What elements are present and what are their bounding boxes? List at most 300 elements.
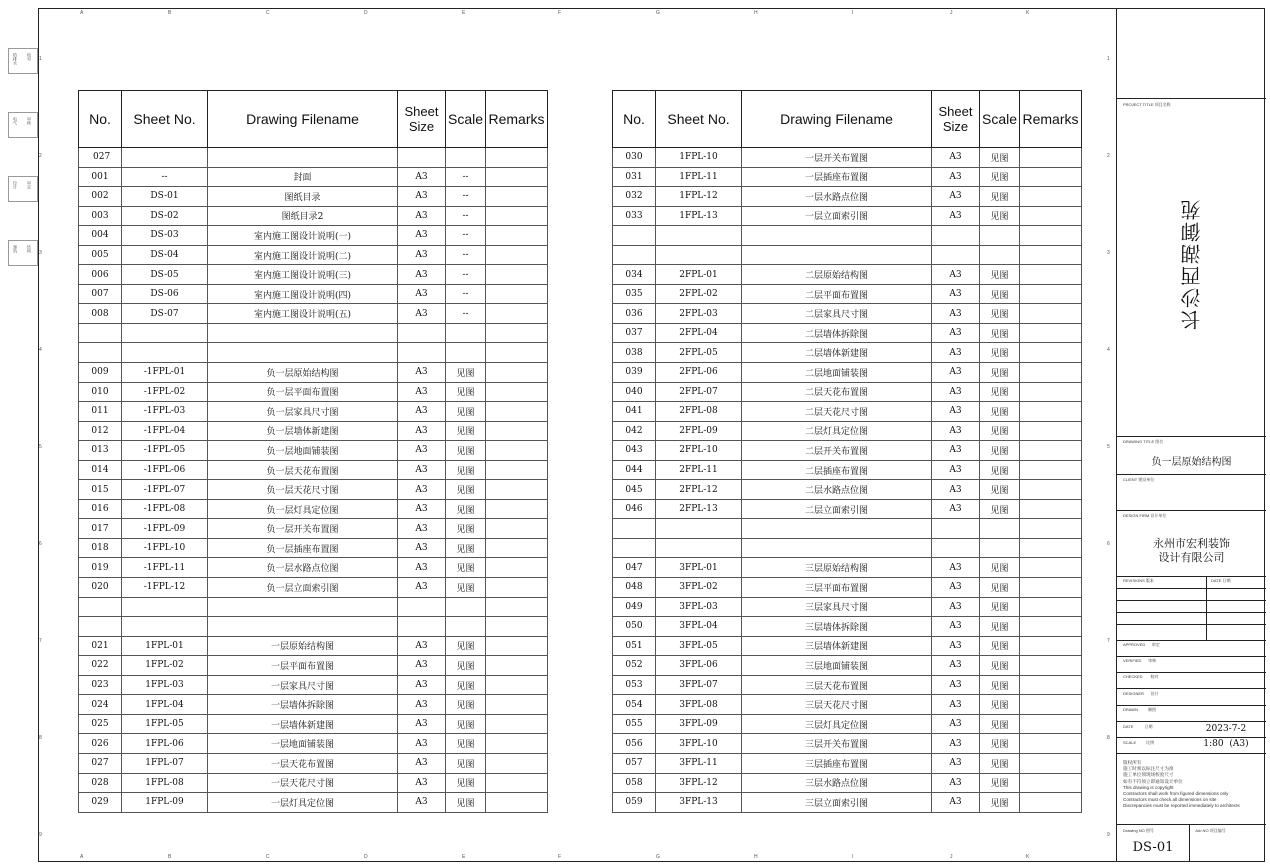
- cell-remarks: [486, 773, 548, 793]
- table-row: [79, 753, 548, 773]
- cell-sheet-size: A3: [398, 187, 446, 207]
- cell-no: [79, 323, 122, 343]
- cell-remarks: [486, 656, 548, 676]
- col-header-remarks: Remarks: [1020, 91, 1082, 148]
- cell-sheet-no: [122, 148, 208, 168]
- cell-filename: 负一层立面索引图: [208, 578, 398, 598]
- cell-sheet-no: 3FPL-01: [656, 558, 742, 578]
- tb-divider: [1117, 688, 1266, 689]
- cell-sheet-size: A3: [398, 382, 446, 402]
- cell-sheet-size: A3: [932, 636, 980, 656]
- cell-scale: 见图: [446, 578, 486, 598]
- tb-divider: [1117, 576, 1266, 577]
- table-row: [79, 793, 548, 813]
- cell-remarks: [1020, 343, 1082, 363]
- cell-filename: [208, 343, 398, 363]
- cell-remarks: [486, 480, 548, 500]
- table-row: [613, 382, 1082, 402]
- cell-no: 001: [79, 167, 122, 187]
- table-row: [79, 714, 548, 734]
- cell-sheet-no: 2FPL-10: [656, 441, 742, 461]
- grid-row-label: 8: [1107, 735, 1110, 741]
- cell-scale: 见图: [446, 402, 486, 422]
- cell-filename: 三层灯具定位图: [742, 714, 932, 734]
- cell-scale: 见图: [980, 499, 1020, 519]
- note-line: This drawing is copyright: [1123, 784, 1174, 790]
- cell-remarks: [486, 558, 548, 578]
- cell-sheet-size: A3: [932, 558, 980, 578]
- cell-sheet-no: 2FPL-09: [656, 421, 742, 441]
- cell-sheet-no: 2FPL-07: [656, 382, 742, 402]
- cell-filename: 负一层原始结构图: [208, 363, 398, 383]
- cell-sheet-no: -1FPL-07: [122, 480, 208, 500]
- table-row: [79, 226, 548, 246]
- cell-filename: 封面: [208, 167, 398, 187]
- cell-scale: --: [446, 245, 486, 265]
- cell-no: 016: [79, 499, 122, 519]
- table-row: [79, 402, 548, 422]
- cell-filename: 三层立面索引图: [742, 793, 932, 813]
- grid-column-label: K: [1026, 854, 1030, 860]
- grid-column-label: F: [558, 10, 562, 16]
- tb-divider: [1117, 98, 1266, 99]
- table-row: [613, 323, 1082, 343]
- grid-column-label: E: [462, 854, 466, 860]
- cell-sheet-size: A3: [932, 656, 980, 676]
- cell-no: 043: [613, 441, 656, 461]
- cell-sheet-no: -1FPL-01: [122, 363, 208, 383]
- cell-filename: 室内施工图设计说明(五): [208, 304, 398, 324]
- cell-no: 055: [613, 714, 656, 734]
- table-row: [613, 148, 1082, 168]
- cell-scale: [446, 597, 486, 617]
- cell-scale: 见图: [446, 656, 486, 676]
- approval-strip: [8, 48, 38, 304]
- drawn-label: DRAWN 制图: [1123, 707, 1156, 712]
- cell-no: 011: [79, 402, 122, 422]
- cell-sheet-size: A3: [932, 284, 980, 304]
- table-row: [613, 226, 1082, 246]
- cell-sheet-size: A3: [932, 382, 980, 402]
- cell-sheet-no: [122, 343, 208, 363]
- cell-remarks: [486, 167, 548, 187]
- cell-filename: 二层灯具定位图: [742, 421, 932, 441]
- cell-no: 012: [79, 421, 122, 441]
- project-name: 长沙西湖御苑: [1180, 198, 1204, 330]
- client-label: CLIENT 建设单位: [1123, 477, 1155, 482]
- checked-label: CHECKED 校对: [1123, 674, 1159, 679]
- cell-filename: 三层开关布置图: [742, 734, 932, 754]
- cell-filename: 一层水路点位图: [742, 187, 932, 207]
- cell-scale: 见图: [980, 636, 1020, 656]
- grid-column-label: I: [852, 10, 854, 16]
- cell-sheet-no: 3FPL-13: [656, 793, 742, 813]
- cell-sheet-size: [398, 323, 446, 343]
- table-row: [613, 499, 1082, 519]
- cell-scale: 见图: [446, 480, 486, 500]
- cell-scale: 见图: [980, 675, 1020, 695]
- cell-scale: [980, 519, 1020, 539]
- cell-filename: 二层插座布置图: [742, 460, 932, 480]
- tb-divider: [1117, 510, 1266, 511]
- cell-sheet-no: [122, 597, 208, 617]
- cell-no: 010: [79, 382, 122, 402]
- cell-filename: [208, 617, 398, 637]
- cell-no: 041: [613, 402, 656, 422]
- cell-filename: 室内施工图设计说明(四): [208, 284, 398, 304]
- cell-sheet-no: 1FPL-11: [656, 167, 742, 187]
- cell-remarks: [486, 421, 548, 441]
- cell-sheet-no: -1FPL-06: [122, 460, 208, 480]
- cell-scale: 见图: [980, 597, 1020, 617]
- scale-label: SCALE 比例: [1123, 740, 1155, 745]
- cell-remarks: [486, 753, 548, 773]
- cell-scale: 见图: [980, 695, 1020, 715]
- table-row: [613, 714, 1082, 734]
- cell-remarks: [1020, 675, 1082, 695]
- cell-no: 004: [79, 226, 122, 246]
- table-row: [79, 480, 548, 500]
- cell-sheet-size: A3: [932, 695, 980, 715]
- cell-remarks: [486, 636, 548, 656]
- cell-sheet-no: -1FPL-05: [122, 441, 208, 461]
- verified-label: VERIFIED 审核: [1123, 658, 1157, 663]
- cell-sheet-size: A3: [398, 226, 446, 246]
- tb-divider: [1117, 474, 1266, 475]
- cell-remarks: [486, 734, 548, 754]
- cell-remarks: [1020, 734, 1082, 754]
- cell-scale: [980, 538, 1020, 558]
- cell-no: 048: [613, 578, 656, 598]
- cell-sheet-no: [656, 245, 742, 265]
- revisions-label: REVISIONS 版本: [1123, 578, 1154, 583]
- cell-sheet-no: 3FPL-02: [656, 578, 742, 598]
- cell-sheet-size: A3: [398, 714, 446, 734]
- tb-divider: [1117, 737, 1266, 738]
- col-header-scale: Scale: [446, 91, 486, 148]
- approval-cell: [8, 240, 38, 266]
- cell-remarks: [1020, 480, 1082, 500]
- grid-column-label: D: [364, 10, 368, 16]
- table-row: [613, 363, 1082, 383]
- approval-label: 给排水: [13, 53, 18, 65]
- cell-sheet-size: [932, 538, 980, 558]
- cell-remarks: [486, 323, 548, 343]
- cell-scale: 见图: [446, 441, 486, 461]
- cell-sheet-size: [398, 148, 446, 168]
- cell-sheet-no: 1FPL-13: [656, 206, 742, 226]
- tb-divider: [1117, 640, 1266, 641]
- grid-ref-top: [38, 8, 1116, 18]
- cell-sheet-no: 3FPL-05: [656, 636, 742, 656]
- date-value: 2023-7-2: [1205, 724, 1247, 734]
- grid-row-label: 3: [1107, 250, 1110, 256]
- cell-sheet-size: A3: [932, 793, 980, 813]
- grid-column-label: F: [558, 854, 562, 860]
- cell-filename: 三层家具尺寸图: [742, 597, 932, 617]
- grid-row-label: 1: [39, 56, 42, 62]
- cell-remarks: [1020, 793, 1082, 813]
- table-row: [79, 617, 548, 637]
- cell-filename: 一层墙体拆除图: [208, 695, 398, 715]
- cell-sheet-size: A3: [932, 363, 980, 383]
- grid-row-label: 7: [1107, 638, 1110, 644]
- cell-remarks: [486, 245, 548, 265]
- cell-sheet-no: DS-07: [122, 304, 208, 324]
- cell-no: 045: [613, 480, 656, 500]
- cell-scale: --: [446, 167, 486, 187]
- drawing-title-label: DRAWING TITLE 图名: [1123, 439, 1164, 444]
- table-row: [79, 343, 548, 363]
- table-row: [613, 538, 1082, 558]
- cell-no: 057: [613, 753, 656, 773]
- cell-filename: 二层水路点位图: [742, 480, 932, 500]
- cell-filename: 一层插座布置图: [742, 167, 932, 187]
- cell-sheet-size: A3: [932, 597, 980, 617]
- cell-no: 051: [613, 636, 656, 656]
- designer-label: DESIGNER 设计: [1123, 691, 1159, 696]
- approval-label: 校对: [27, 53, 32, 61]
- cell-scale: [446, 617, 486, 637]
- approval-cell: [8, 176, 38, 202]
- cell-sheet-size: A3: [932, 323, 980, 343]
- cell-sheet-size: A3: [398, 402, 446, 422]
- cell-remarks: [1020, 421, 1082, 441]
- cell-remarks: [1020, 499, 1082, 519]
- cell-scale: 见图: [980, 656, 1020, 676]
- cell-scale: 见图: [980, 382, 1020, 402]
- cell-sheet-no: 1FPL-07: [122, 753, 208, 773]
- cell-remarks: [486, 402, 548, 422]
- approval-label: 设计: [13, 181, 18, 189]
- cell-no: 037: [613, 323, 656, 343]
- cell-sheet-size: A3: [398, 675, 446, 695]
- cell-sheet-no: DS-03: [122, 226, 208, 246]
- cell-sheet-size: A3: [398, 363, 446, 383]
- cell-scale: 见图: [446, 695, 486, 715]
- size-top: Sheet: [404, 104, 439, 119]
- table-row: [79, 597, 548, 617]
- cell-no: 036: [613, 304, 656, 324]
- cell-sheet-no: 1FPL-09: [122, 793, 208, 813]
- cell-no: 006: [79, 265, 122, 285]
- cell-scale: 见图: [980, 734, 1020, 754]
- cell-sheet-size: A3: [932, 734, 980, 754]
- cell-sheet-size: A3: [932, 617, 980, 637]
- cell-sheet-size: A3: [932, 187, 980, 207]
- col-header-no: No.: [613, 91, 656, 148]
- grid-column-label: B: [168, 854, 172, 860]
- cell-filename: 一层原始结构图: [208, 636, 398, 656]
- cell-no: 007: [79, 284, 122, 304]
- cell-sheet-no: 1FPL-12: [656, 187, 742, 207]
- cell-remarks: [1020, 304, 1082, 324]
- cell-filename: 负一层墙体新建图: [208, 421, 398, 441]
- cell-sheet-no: [656, 519, 742, 539]
- cell-filename: 二层墙体拆除图: [742, 323, 932, 343]
- cell-scale: [446, 148, 486, 168]
- table-row: [613, 558, 1082, 578]
- date-row-label: DATE 日期: [1123, 724, 1153, 729]
- table-row: [79, 558, 548, 578]
- cell-scale: 见图: [446, 538, 486, 558]
- cell-filename: 三层插座布置图: [742, 753, 932, 773]
- cell-filename: 三层地面铺装图: [742, 656, 932, 676]
- cell-filename: [208, 597, 398, 617]
- cell-no: 049: [613, 597, 656, 617]
- cell-scale: --: [446, 226, 486, 246]
- rev-split: [1206, 576, 1207, 640]
- cell-no: 013: [79, 441, 122, 461]
- cell-sheet-no: 2FPL-11: [656, 460, 742, 480]
- cell-sheet-no: 2FPL-01: [656, 265, 742, 285]
- cell-scale: 见图: [446, 714, 486, 734]
- cell-scale: 见图: [446, 734, 486, 754]
- table-row: [79, 363, 548, 383]
- cell-remarks: [486, 187, 548, 207]
- cell-scale: 见图: [980, 441, 1020, 461]
- table-row: [79, 148, 548, 168]
- table-row: [79, 441, 548, 461]
- cell-no: [79, 617, 122, 637]
- cell-sheet-size: A3: [932, 402, 980, 422]
- cell-no: 024: [79, 695, 122, 715]
- cell-sheet-no: 2FPL-06: [656, 363, 742, 383]
- cell-remarks: [486, 343, 548, 363]
- cell-no: 054: [613, 695, 656, 715]
- cell-scale: 见图: [446, 460, 486, 480]
- table-row: [613, 284, 1082, 304]
- table-row: [79, 499, 548, 519]
- cell-sheet-size: A3: [932, 421, 980, 441]
- cell-no: [79, 597, 122, 617]
- cell-filename: 一层天花尺寸图: [208, 773, 398, 793]
- cell-no: 008: [79, 304, 122, 324]
- cell-no: 029: [79, 793, 122, 813]
- col-header-sheet-no: Sheet No.: [122, 91, 208, 148]
- cell-no: 027: [79, 753, 122, 773]
- cell-filename: [208, 323, 398, 343]
- tb-divider: [1117, 721, 1266, 722]
- tb-divider: [1117, 753, 1266, 754]
- col-header-scale: Scale: [980, 91, 1020, 148]
- cell-no: 030: [613, 148, 656, 168]
- cell-filename: 一层天花布置图: [208, 753, 398, 773]
- cell-sheet-size: A3: [932, 460, 980, 480]
- cell-remarks: [486, 597, 548, 617]
- scale-value: 1:80 (A3): [1203, 739, 1249, 749]
- cell-no: 035: [613, 284, 656, 304]
- cell-filename: 负一层水路点位图: [208, 558, 398, 578]
- size-bottom: Size: [408, 119, 435, 134]
- cell-sheet-no: 3FPL-09: [656, 714, 742, 734]
- cell-remarks: [1020, 382, 1082, 402]
- cell-sheet-no: 2FPL-03: [656, 304, 742, 324]
- cell-scale: 见图: [980, 402, 1020, 422]
- cell-sheet-size: A3: [398, 636, 446, 656]
- cell-sheet-size: A3: [398, 265, 446, 285]
- note-line: 施工单位须现场校验尺寸: [1123, 772, 1174, 778]
- cell-no: 021: [79, 636, 122, 656]
- table-row: [613, 793, 1082, 813]
- grid-ref-right: [1106, 8, 1114, 862]
- table-row: [613, 167, 1082, 187]
- approval-label: 建筑: [13, 245, 18, 253]
- cell-filename: 一层墙体新建图: [208, 714, 398, 734]
- cell-sheet-size: A3: [398, 753, 446, 773]
- note-line: Discrepancies must be reported immediately to architects: [1123, 803, 1240, 809]
- table-row: [613, 421, 1082, 441]
- grid-ref-left: [38, 8, 46, 862]
- cell-scale: 见图: [446, 421, 486, 441]
- note-line: 施工时须以标注尺寸为准: [1123, 766, 1174, 772]
- table-row: [613, 656, 1082, 676]
- cell-remarks: [1020, 265, 1082, 285]
- cell-scale: 见图: [446, 773, 486, 793]
- cell-remarks: [486, 675, 548, 695]
- cell-remarks: [486, 206, 548, 226]
- table-row: [79, 284, 548, 304]
- cell-filename: 二层原始结构图: [742, 265, 932, 285]
- cell-sheet-size: A3: [932, 753, 980, 773]
- cell-no: 044: [613, 460, 656, 480]
- cell-filename: 负一层地面铺装图: [208, 441, 398, 461]
- drawing-no-label: Drawing NO 图号: [1123, 828, 1154, 833]
- cell-no: 032: [613, 187, 656, 207]
- table-row: [79, 167, 548, 187]
- cell-scale: 见图: [446, 519, 486, 539]
- cell-no: 052: [613, 656, 656, 676]
- grid-column-label: G: [656, 854, 660, 860]
- cell-no: 009: [79, 363, 122, 383]
- cell-scale: 见图: [980, 460, 1020, 480]
- table-row: [79, 734, 548, 754]
- cell-sheet-no: 1FPL-06: [122, 734, 208, 754]
- cell-no: 058: [613, 773, 656, 793]
- cell-filename: 三层墙体新建图: [742, 636, 932, 656]
- cell-sheet-size: [932, 245, 980, 265]
- cell-remarks: [486, 284, 548, 304]
- cell-no: [79, 343, 122, 363]
- cell-remarks: [1020, 597, 1082, 617]
- cell-scale: 见图: [980, 421, 1020, 441]
- table-row: [79, 304, 548, 324]
- cell-remarks: [1020, 206, 1082, 226]
- cell-sheet-no: -1FPL-02: [122, 382, 208, 402]
- cell-sheet-no: [656, 226, 742, 246]
- table-row: [613, 519, 1082, 539]
- cell-no: 028: [79, 773, 122, 793]
- cell-sheet-size: A3: [932, 675, 980, 695]
- cell-remarks: [486, 519, 548, 539]
- cell-remarks: [486, 538, 548, 558]
- cell-filename: [208, 148, 398, 168]
- cell-sheet-no: -1FPL-09: [122, 519, 208, 539]
- cell-sheet-no: DS-02: [122, 206, 208, 226]
- cell-no: 050: [613, 617, 656, 637]
- cell-sheet-size: A3: [932, 304, 980, 324]
- cell-scale: [980, 226, 1020, 246]
- cell-sheet-size: A3: [932, 265, 980, 285]
- cell-remarks: [486, 304, 548, 324]
- table-row: [79, 460, 548, 480]
- cell-sheet-size: A3: [932, 714, 980, 734]
- table-row: [613, 206, 1082, 226]
- table-row: [79, 656, 548, 676]
- cell-sheet-size: A3: [398, 695, 446, 715]
- cell-sheet-size: A3: [398, 578, 446, 598]
- cell-sheet-size: A3: [932, 148, 980, 168]
